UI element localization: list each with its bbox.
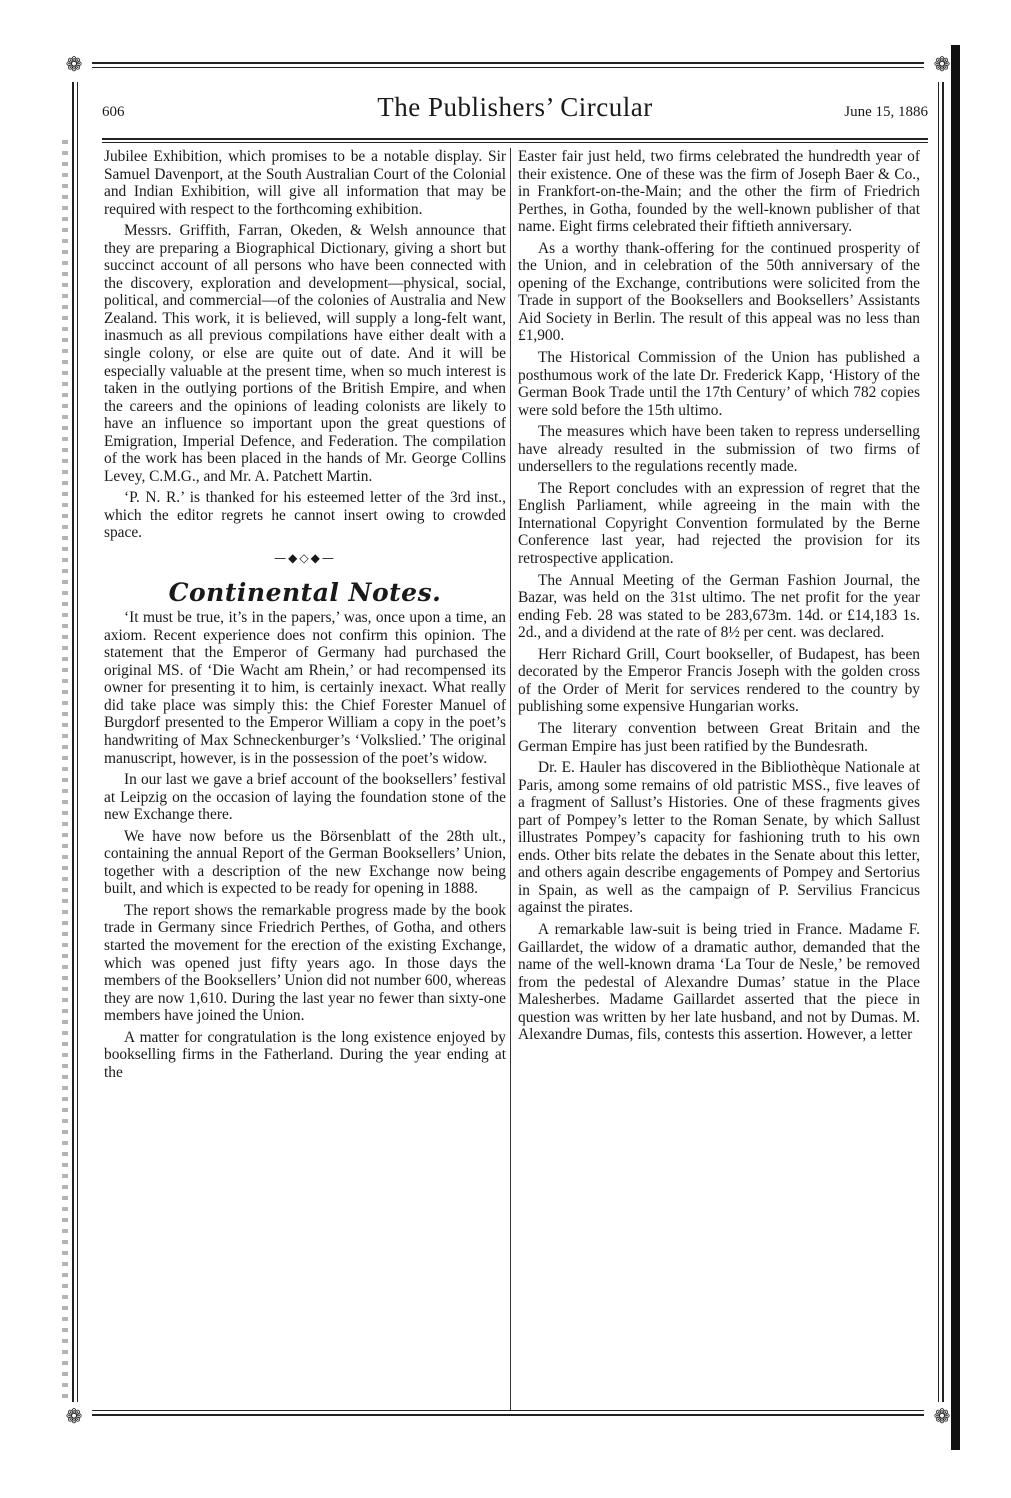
paragraph: A remarkable law-suit is being tried in France. Madame F. Gaillardet, the widow of a dramatic author, demanded that the name of the well-known drama ‘La Tour de Nesle,’ be removed from the pedestal of Alexandre Dumas’ statue in the Place Malesherbes. Madame Gaillardet asserted that the piece in question was written by her late husband, and not by Dumas. M. Alexandre Dumas, fils, contests this assertion. However, a letter bbox=[518, 920, 920, 1044]
paragraph: A matter for congratulation is the long existence enjoyed by bookselling firms in the Fatherland. During the year ending at the bbox=[104, 1028, 506, 1081]
section-divider-ornament: —◆◇◆— bbox=[274, 551, 336, 566]
paragraph: Jubilee Exhibition, which promises to be a notable display. Sir Samuel Davenport, at the South Australian Court of the Colonial and Indian Exhibition, will give all information that may be required with respect to the forthcoming exhibition. bbox=[104, 148, 506, 218]
header-rule bbox=[102, 138, 928, 140]
paragraph: The measures which have been taken to repress underselling have already resulted in the submission of two firms of undersellers to the regulations recently made. bbox=[518, 423, 920, 476]
left-column bbox=[104, 148, 506, 1085]
paragraph: Herr Richard Grill, Court bookseller, of Budapest, has been decorated by the Emperor Francis Joseph with the golden cross of the Order of Merit for services rendered to the country by publishing some expensive Hungarian works. bbox=[518, 645, 920, 716]
paragraph: Easter fair just held, two firms celebrated the hundredth year of their existence. One of these was the firm of Joseph Baer & Co., in Frankfort-on-the-Main; and the other the firm of Friedrich Perthes, in Gotha, founded by the well-known publisher of that name. Eight firms celebrated their fiftieth anniversary. bbox=[518, 148, 920, 236]
publication-title: The Publishers’ Circular bbox=[377, 92, 653, 122]
paragraph: Messrs. Griffith, Farran, Okeden, & Welsh announce that they are preparing a Biographical Dictionary, giving a short but succinct account of all persons who have been connected with the discovery, exploration and development—physical, social, political, and commercial—of the colonies of Australia and New Zealand. This work, it is believed, will supply a long-felt want, inasmuch as all previous compilations have either dealt with a single colony, or else are quite out of date. And it will be especially valuable at the present time, when so much interest is taken in the outlying portions of the British Empire, and when the careers and the opinions of leading colonists are likely to have an influence so important upon the great questions of Emigration, Imperial Defence, and Federation. The compilation of the work has been placed in the hands of Mr. George Collins Levey, C.M.G., and Mr. A. Patchett Martin. bbox=[104, 222, 506, 485]
header-rule-thin bbox=[102, 142, 928, 143]
corner-ornament-icon: ❁ bbox=[65, 52, 83, 76]
corner-ornament-icon: ❁ bbox=[933, 52, 951, 76]
border-left-inner bbox=[77, 82, 78, 1402]
page-number: 606 bbox=[102, 104, 125, 120]
right-column bbox=[518, 148, 920, 1048]
paragraph: The Annual Meeting of the German Fashion Journal, the Bazar, was held on the 31st ultimo. The net profit for the year ending Feb. 28 was stated to be 283,673m. 14d. or £14,183 1s. 2d., and a dividend at the rate of 8½ per cent. was declared. bbox=[518, 571, 920, 642]
paragraph: The Report concludes with an expression of regret that the English Parliament, while agreeing in the main with the International Copyright Convention formulated by the Berne Conference last year, had rejected the provision for its retrospective application. bbox=[518, 479, 920, 568]
paragraph: In our last we gave a brief account of the booksellers’ festival at Leipzig on the occasion of laying the foundation stone of the new Exchange there. bbox=[104, 771, 506, 824]
paragraph: As a worthy thank-offering for the continued prosperity of the Union, and in celebration of the 50th anniversary of the opening of the Exchange, contributions were solicited from the Trade in support of the Booksellers and Booksellers’ Assistants Aid Society in Berlin. The result of this appeal was no less than £1,900. bbox=[518, 239, 920, 345]
paragraph: The literary convention between Great Britain and the German Empire has just been ratified by the Bundesrath. bbox=[518, 719, 920, 755]
border-bottom-inner bbox=[92, 1410, 924, 1411]
paragraph: We have now before us the Börsenblatt of the 28th ult., containing the annual Report of the German Booksellers’ Union, together with a description of the new Exchange now being built, and which is expected to be ready for opening in 1888. bbox=[104, 827, 506, 898]
section-title: Continental Notes. bbox=[168, 577, 442, 607]
border-right-outer bbox=[942, 82, 944, 1402]
border-right-inner bbox=[938, 82, 939, 1402]
paragraph: Dr. E. Hauler has discovered in the Bibliothèque Nationale at Paris, among some remains of old patristic MSS., five leaves of a fragment of Sallust’s Histories. One of these fragments gives part of Pompey’s letter to the Roman Senate, by which Sallust illustrates Pompey’s capacity for fashioning truth to his own ends. Other bits relate the debates in the Senate about this letter, and others again describe engagements of Pompey and Sertorius in Spain, as well as the campaign of P. Servilius Francicus against the pirates. bbox=[518, 759, 920, 917]
issue-date: June 15, 1886 bbox=[844, 104, 928, 120]
paragraph: ‘It must be true, it’s in the papers,’ was, once upon a time, an axiom. Recent experience does not confirm this opinion. The statement that the Emperor of Germany had purchased the original MS. of ‘Die Wacht am Rhein,’ or had recompensed its owner for presenting it to him, is certainly inexact. What really did take place was simply this: the Chief Forester Manuel of Burgdorf presented to the Emperor William a copy in the poet’s handwriting of Max Schneckenburger’s ‘Volkslied.’ The original manuscript, however, is in the possession of the poet’s widow. bbox=[104, 609, 506, 767]
border-top-outer bbox=[92, 62, 924, 64]
border-left-outer bbox=[72, 82, 74, 1402]
binding-edge-marks bbox=[62, 140, 68, 1400]
page-header bbox=[102, 92, 928, 128]
scan-edge-bar bbox=[951, 45, 960, 1450]
corner-ornament-icon: ❁ bbox=[933, 1404, 951, 1428]
corner-ornament-icon: ❁ bbox=[65, 1404, 83, 1428]
paragraph: The report shows the remarkable progress made by the book trade in Germany since Friedrich Perthes, of Gotha, and others started the movement for the erection of the existing Exchange, which was opened just fifty years ago. In those days the members of the Booksellers’ Union did not number 600, whereas they are now 1,610. During the last year no fewer than sixty-one members have joined the Union. bbox=[104, 901, 506, 1025]
border-top-inner bbox=[92, 67, 924, 68]
paragraph: ‘P. N. R.’ is thanked for his esteemed letter of the 3rd inst., which the editor regrets he cannot insert owing to crowded space. bbox=[104, 489, 506, 542]
border-bottom-outer bbox=[92, 1414, 924, 1416]
paragraph: The Historical Commission of the Union has published a posthumous work of the late Dr. Frederick Kapp, ‘History of the German Book Trade until the 17th Century’ of which 782 copies were sold before the 15th ultimo. bbox=[518, 349, 920, 419]
column-divider bbox=[510, 148, 511, 1410]
